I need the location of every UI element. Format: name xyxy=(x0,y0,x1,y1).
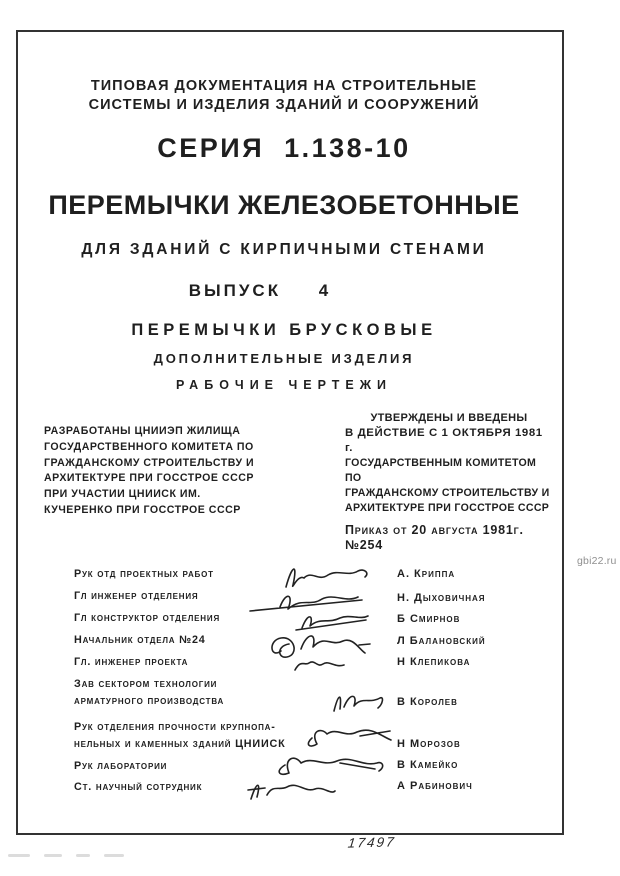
doc-category-line1: ТИПОВАЯ ДОКУМЕНТАЦИЯ НА СТРОИТЕЛЬНЫЕ xyxy=(90,78,478,94)
signatory-name: Б Смирнов xyxy=(397,613,461,625)
signatory-role: Рук лаборатории xyxy=(74,760,168,772)
signatory-role-line2: арматурного производства xyxy=(74,695,225,707)
signatory-role: Гл конструктор отделения xyxy=(74,612,220,624)
approved-by-block xyxy=(345,411,553,553)
developed-by-block xyxy=(44,424,294,519)
signature-icon xyxy=(300,721,397,751)
signatory-name: Н Клепикова xyxy=(397,656,471,668)
order-line: Приказ от 20 августа 1981г. №254 xyxy=(345,523,524,552)
developed-by-line: КУЧЕРЕНКО ПРИ ГОССТРОЕ СССР xyxy=(44,503,241,516)
approved-by-line: ГРАЖДАНСКОМУ СТРОИТЕЛЬСТВУ И xyxy=(345,487,550,499)
signatory-role: Рук отделения прочности крупнопа- xyxy=(74,721,276,733)
signatory-role-line2: нельных и каменных зданий ЦНИИСК xyxy=(74,738,286,750)
footer-inventory-number: 17497 xyxy=(347,834,397,851)
document-type: РАБОЧИЕ ЧЕРТЕЖИ xyxy=(175,378,393,392)
approved-by-line: ГОСУДАРСТВЕННЫМ КОМИТЕТОМ ПО xyxy=(345,457,537,484)
signatory-name: Н. Дыховичная xyxy=(397,592,486,604)
developed-by-line: АРХИТЕКТУРЕ ПРИ ГОССТРОЕ СССР xyxy=(44,472,254,485)
signatory-role: Начальник отдела №24 xyxy=(74,634,206,646)
doc-category-line2: СИСТЕМЫ И ИЗДЕЛИЯ ЗДАНИЙ И СООРУЖЕНИЙ xyxy=(88,97,480,113)
developed-by-line: ГОСУДАРСТВЕННОГО КОМИТЕТА ПО xyxy=(44,440,254,453)
approved-by-heading-line1: УТВЕРЖДЕНЫ И ВВЕДЕНЫ xyxy=(370,412,528,424)
signature-icon xyxy=(327,687,387,715)
signatory-role: Рук отд проектных работ xyxy=(74,568,214,580)
signatory-name: Л Балановский xyxy=(397,635,486,647)
faint-stamp-marks xyxy=(8,854,124,857)
signatory-name: В Королев xyxy=(397,696,458,708)
signature-icon xyxy=(290,655,348,675)
developed-by-line: ГРАЖДАНСКОМУ СТРОИТЕЛЬСТВУ И xyxy=(44,456,255,469)
signatory-name: В Камейко xyxy=(397,759,459,771)
signatory-name: Н Морозов xyxy=(397,738,461,750)
page-subtitle: ДЛЯ ЗДАНИЙ С КИРПИЧНЫМИ СТЕНАМИ xyxy=(81,241,487,258)
section-title: ПЕРЕМЫЧКИ БРУСКОВЫЕ xyxy=(131,321,437,339)
approved-by-heading-line2: В ДЕЙСТВИЕ С 1 ОКТЯБРЯ 1981 г. xyxy=(345,427,543,454)
signatory-role: Гл. инженер проекта xyxy=(74,656,189,668)
watermark-text: gbi22.ru xyxy=(577,555,617,567)
signatory-name: А Рабинович xyxy=(397,780,473,792)
section-subtitle: ДОПОЛНИТЕЛЬНЫЕ ИЗДЕЛИЯ xyxy=(153,351,415,366)
signatory-name: А. Криппа xyxy=(397,568,456,580)
signatory-role: Гл инженер отделения xyxy=(74,590,199,602)
developed-by-line: РАЗРАБОТАНЫ ЦНИИЭП ЖИЛИЩА xyxy=(44,425,241,437)
series-number: СЕРИЯ 1.138-10 xyxy=(157,133,411,163)
approved-by-line: АРХИТЕКТУРЕ ПРИ ГОССТРОЕ СССР xyxy=(345,502,550,514)
signatory-role: Ст. научный сотрудник xyxy=(74,781,203,793)
page-title: ПЕРЕМЫЧКИ ЖЕЛЕЗОБЕТОННЫЕ xyxy=(48,190,520,220)
issue-number: ВЫПУСК 4 xyxy=(188,281,332,300)
developed-by-line: ПРИ УЧАСТИИ ЦНИИСК ИМ. xyxy=(44,488,201,501)
signature-icon xyxy=(242,776,339,803)
signatory-role: Зав сектором технологии xyxy=(74,678,218,690)
